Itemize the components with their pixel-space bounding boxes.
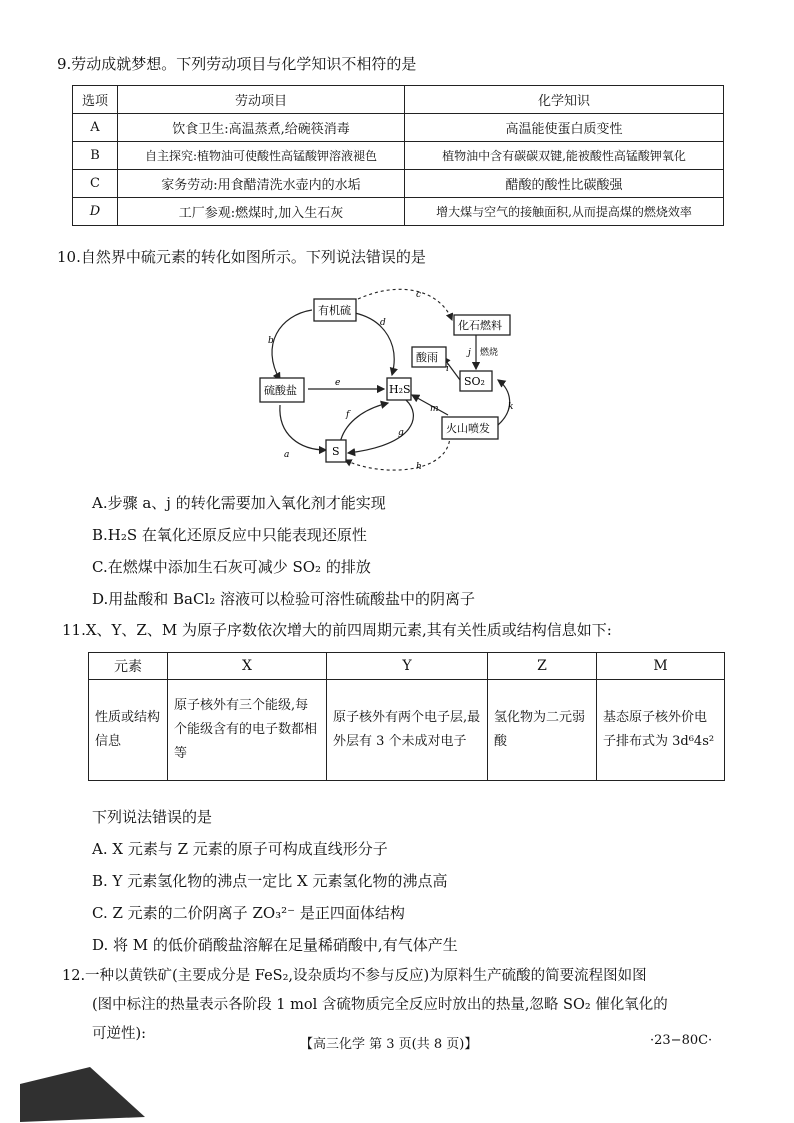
cell: C [73,170,118,198]
cell: 基态原子核外价电子排布式为 3d⁶4s² [597,680,725,781]
node-label: SO₂ [464,375,485,388]
q10-stem: 10.自然界中硫元素的转化如图所示。下列说法错误的是 [57,248,426,266]
cell: 高温能使蛋白质变性 [405,114,724,142]
node-sulfur [326,440,346,462]
page-footer: 【高三化学 第 3 页(共 8 页)】 [300,1037,478,1052]
cell: 醋酸的酸性比碳酸强 [405,170,724,198]
header-cell: 选项 [73,86,118,114]
arrow-label-i: i [446,364,449,374]
q11-table [88,652,725,781]
header-cell: Z [488,653,597,680]
cell: 原子核外有两个电子层,最外层有 3 个未成对电子 [327,680,488,781]
header-cell: 化学知识 [405,86,724,114]
arrow-label-g: g [398,428,404,438]
q10-option-d: D.用盐酸和 BaCl₂ 溶液可以检验可溶性硫酸盐中的阴离子 [92,590,476,608]
arrow-label-j: j [468,348,471,358]
cell: 性质或结构信息 [89,680,168,781]
q9-table [72,85,724,226]
q9-stem: 9.劳动成就梦想。下列劳动项目与化学知识不相符的是 [57,55,417,73]
arrow-label-k: k [508,402,514,412]
node-label: S [332,445,340,458]
header-cell: X [168,653,327,680]
arrow-label-b: b [268,336,274,346]
node-label: 硫酸盐 [264,384,297,397]
node-organic-sulfur [314,299,356,321]
arrow-label-h: h [416,462,422,472]
cell: 饮食卫生:高温蒸煮,给碗筷消毒 [118,114,405,142]
page-code: ·23−80C· [650,1033,713,1048]
header-cell: M [597,653,725,680]
cell: 原子核外有三个能级,每个能级含有的电子数都相等 [168,680,327,781]
cell: B [73,142,118,170]
node-label: 酸雨 [416,351,438,364]
q12-line-3: 可逆性): [92,1026,147,1042]
q12-line-2: (图中标注的热量表示各阶段 1 mol 含硫物质完全反应时放出的热量,忽略 SO₂ 催化氧化的 [92,997,668,1013]
table-header-row [89,653,725,680]
q11-option-d: D. 将 M 的低价硝酸盐溶解在足量稀硝酸中,有气体产生 [92,936,458,954]
table-row [73,198,724,226]
cell: D [73,198,118,226]
cell: 增大煤与空气的接触面积,从而提高煤的燃烧效率 [405,198,724,226]
q11-option-c: C. Z 元素的二价阴离子 ZO₃²⁻ 是正四面体结构 [92,904,405,922]
node-h2s [387,378,411,400]
node-label: 化石燃料 [458,319,502,332]
arrow-label-c: c [416,290,422,300]
table-header-row [73,86,724,114]
arrow-label-d: d [380,318,386,328]
arrow-label-m: m [430,404,439,414]
table-row [89,680,725,781]
cell: 自主探究:植物油可使酸性高锰酸钾溶液褪色 [118,142,405,170]
q11-prompt: 下列说法错误的是 [92,808,213,826]
table-row [73,142,724,170]
node-acid-rain [412,347,446,367]
header-cell: 元素 [89,653,168,680]
q11-stem: 11.X、Y、Z、M 为原子序数依次增大的前四周期元素,其有关性质或结构信息如下: [62,621,612,639]
node-fossil-fuel [454,315,510,335]
cell: 氢化物为二元弱酸 [488,680,597,781]
q12-line-1: 12.一种以黄铁矿(主要成分是 FeS₂,设杂质均不参与反应)为原料生产硫酸的简要流程图如图 [62,968,647,984]
arrow-label-e: e [335,378,341,388]
arrow-label-f: f [346,410,350,420]
table-row [73,170,724,198]
cell: 工厂参观:燃煤时,加入生石灰 [118,198,405,226]
header-cell: Y [327,653,488,680]
scan-smudge [20,1062,150,1122]
node-label: 火山喷发 [446,422,490,435]
q10-option-c: C.在燃煤中添加生石灰可减少 SO₂ 的排放 [92,558,371,576]
arrow-label-a: a [284,450,290,460]
q10-option-b: B.H₂S 在氧化还原反应中只能表现还原性 [92,526,367,544]
q11-option-b: B. Y 元素氢化物的沸点一定比 X 元素氢化物的沸点高 [92,872,448,890]
cell: 植物油中含有碳碳双键,能被酸性高锰酸钾氧化 [405,142,724,170]
sulfur-cycle-diagram [240,285,540,480]
node-so2 [460,371,492,391]
q10-option-a: A.步骤 a、j 的转化需要加入氧化剂才能实现 [92,494,386,512]
node-sulfate [260,378,304,402]
q11-option-a: A. X 元素与 Z 元素的原子可构成直线形分子 [92,840,388,858]
header-cell: 劳动项目 [118,86,405,114]
arrow-label-burn: 燃烧 [480,348,499,358]
node-label: H₂S [389,383,411,396]
node-label: 有机硫 [318,304,351,317]
table-row [73,114,724,142]
cell: 家务劳动:用食醋清洗水壶内的水垢 [118,170,405,198]
cell: A [73,114,118,142]
node-volcano [442,417,498,439]
